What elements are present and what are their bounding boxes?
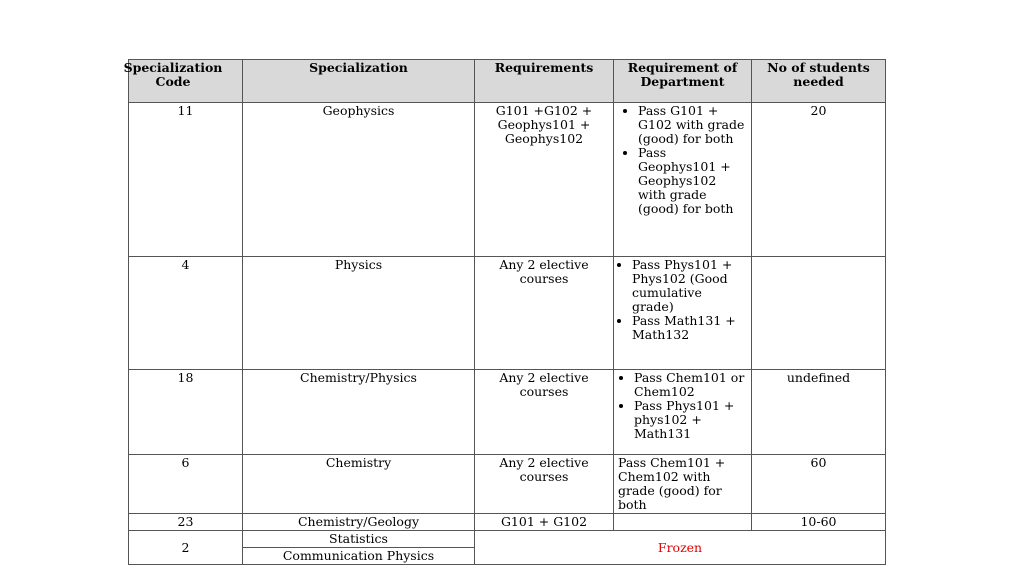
students-cell: undefined [752,370,886,455]
code-cell: 4 [129,257,243,370]
requirements-cell: Any 2 elective courses [475,370,614,455]
table-row [129,531,886,548]
students-cell: 20 [752,103,886,257]
dept-item: • Pass Chem101 or Chem102 [634,371,747,399]
dept-cell [614,514,752,531]
students-cell [752,257,886,370]
specialization-cell: Geophysics [243,103,475,257]
dept-item: • Pass Math131 + Math132 [632,314,747,342]
code-cell: 18 [129,370,243,455]
requirements-cell: G101 +G102 + Geophys101 + Geophys102 [475,103,614,257]
header-dept: Requirement of Department [614,60,752,103]
dept-item: • Pass Phys101 + Phys102 (Good cumulative grade) [632,258,747,314]
specialization-table [123,59,886,565]
specialization-cell: Statistics [243,531,475,548]
dept-item: • Pass G101 + G102 with grade (good) for both [638,104,747,146]
specialization-cell: Chemistry/Physics [243,370,475,455]
specialization-cell: Chemistry/Geology [243,514,475,531]
frozen-status: Frozen [475,531,886,565]
header-row [129,60,886,103]
specialization-cell: Communication Physics [243,548,475,565]
requirements-cell: Any 2 elective courses [475,455,614,514]
table-row [129,103,886,257]
table-row [129,370,886,455]
dept-cell [614,370,752,455]
header-students: No of students needed [752,60,886,103]
header-requirements: Requirements [475,60,614,103]
students-cell: 10-60 [752,514,886,531]
specialization-table-container [123,59,885,563]
specialization-cell: Chemistry [243,455,475,514]
dept-cell [614,257,752,370]
requirements-cell: Any 2 elective courses [475,257,614,370]
code-cell: 2 [129,531,243,565]
dept-item: • Pass Phys101 + phys102 + Math131 [634,399,747,441]
dept-item: • Pass Geophys101 + Geophys102 with grade (good) for both [638,146,747,216]
table-row [129,514,886,531]
dept-cell: Pass Chem101 + Chem102 with grade (good) for both [614,455,752,514]
table-row [129,257,886,370]
requirements-cell: G101 + G102 [475,514,614,531]
header-code: Specialization Code [129,60,243,103]
table-row [129,455,886,514]
code-cell: 23 [129,514,243,531]
header-specialization: Specialization [243,60,475,103]
specialization-cell: Physics [243,257,475,370]
code-cell: 11 [129,103,243,257]
students-cell: 60 [752,455,886,514]
dept-cell [614,103,752,257]
code-cell: 6 [129,455,243,514]
